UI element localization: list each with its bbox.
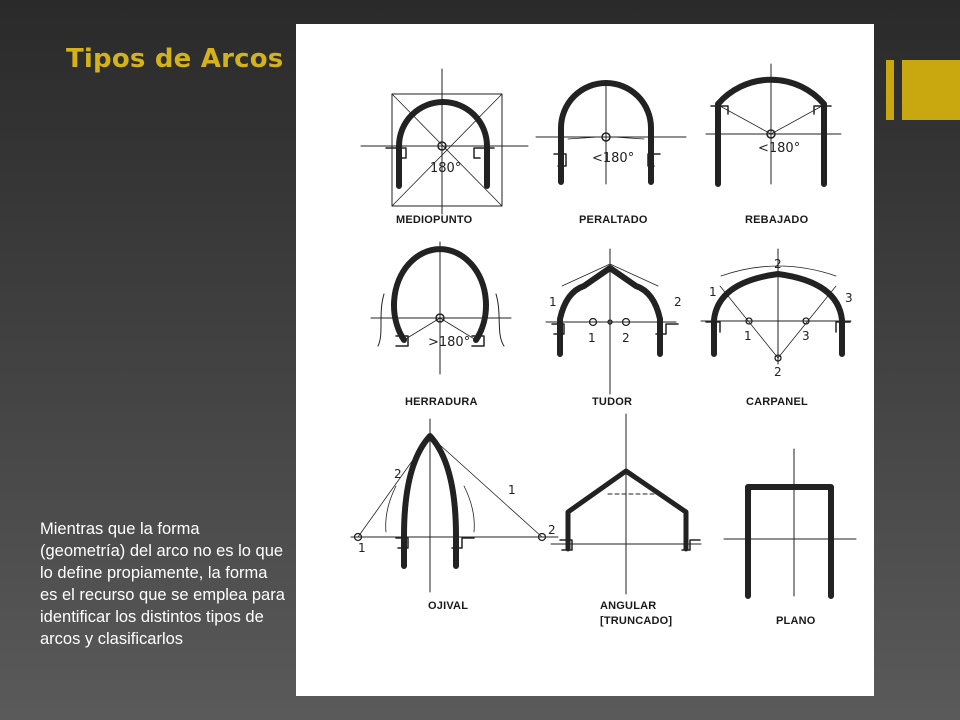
- arch-carpanel-mark-3: 3: [845, 291, 853, 305]
- arch-ojival-mark-2b: 2: [548, 523, 556, 537]
- accent-bar-thick: [902, 60, 960, 120]
- arch-herradura-angle: >180°: [428, 335, 471, 350]
- arch-carpanel-mark-2: 2: [774, 257, 782, 271]
- arch-ojival-drawing: [351, 419, 558, 592]
- arch-ojival-mark-1b: 1: [358, 541, 366, 555]
- arch-carpanel-mark-2b: 2: [774, 365, 782, 379]
- arch-tudor-drawing: [546, 249, 682, 394]
- arch-herradura-drawing: [371, 242, 511, 374]
- label-peraltado: PERALTADO: [579, 214, 648, 226]
- label-truncado: [TRUNCADO]: [600, 615, 673, 627]
- arch-angular-drawing: [551, 414, 701, 594]
- slide-title: Tipos de Arcos: [66, 44, 284, 74]
- arch-tudor-mark-2: 2: [674, 295, 682, 309]
- arch-carpanel-mark-1: 1: [709, 285, 717, 299]
- label-angular: ANGULAR: [600, 600, 657, 612]
- label-herradura: HERRADURA: [405, 396, 478, 408]
- arch-peraltado-drawing: [536, 83, 686, 184]
- arch-carpanel-mark-3b: 3: [802, 329, 810, 343]
- arches-diagram-panel: [296, 24, 874, 696]
- arch-mediopunto-angle: 180°: [430, 161, 462, 176]
- arch-plano-drawing: [724, 449, 856, 596]
- arch-tudor-mark-2b: 2: [622, 331, 630, 345]
- label-tudor: TUDOR: [592, 396, 633, 408]
- label-ojival: OJIVAL: [428, 600, 469, 612]
- label-carpanel: CARPANEL: [746, 396, 808, 408]
- arch-rebajado-drawing: [706, 64, 841, 184]
- arch-tudor-mark-1: 1: [549, 295, 557, 309]
- arch-ojival-mark-1: 1: [508, 483, 516, 497]
- arch-mediopunto-drawing: [361, 69, 528, 214]
- arch-rebajado-angle: <180°: [758, 141, 801, 156]
- slide-caption: Mientras que la forma (geometría) del arco no es lo que lo define propiamente, la forma es el recurso que se emplea para identificar los distintos tipos de arcos y clasificarlos: [40, 520, 285, 648]
- label-rebajado: REBAJADO: [745, 214, 809, 226]
- arch-carpanel-drawing: [701, 249, 853, 379]
- arch-tudor-mark-1b: 1: [588, 331, 596, 345]
- arch-peraltado-angle: <180°: [592, 151, 635, 166]
- arches-drawing: [296, 24, 874, 696]
- arch-ojival-mark-2: 2: [394, 467, 402, 481]
- arch-carpanel-mark-1b: 1: [744, 329, 752, 343]
- label-plano: PLANO: [776, 615, 816, 627]
- label-mediopunto: MEDIOPUNTO: [396, 214, 473, 226]
- accent-bar-thin: [886, 60, 894, 120]
